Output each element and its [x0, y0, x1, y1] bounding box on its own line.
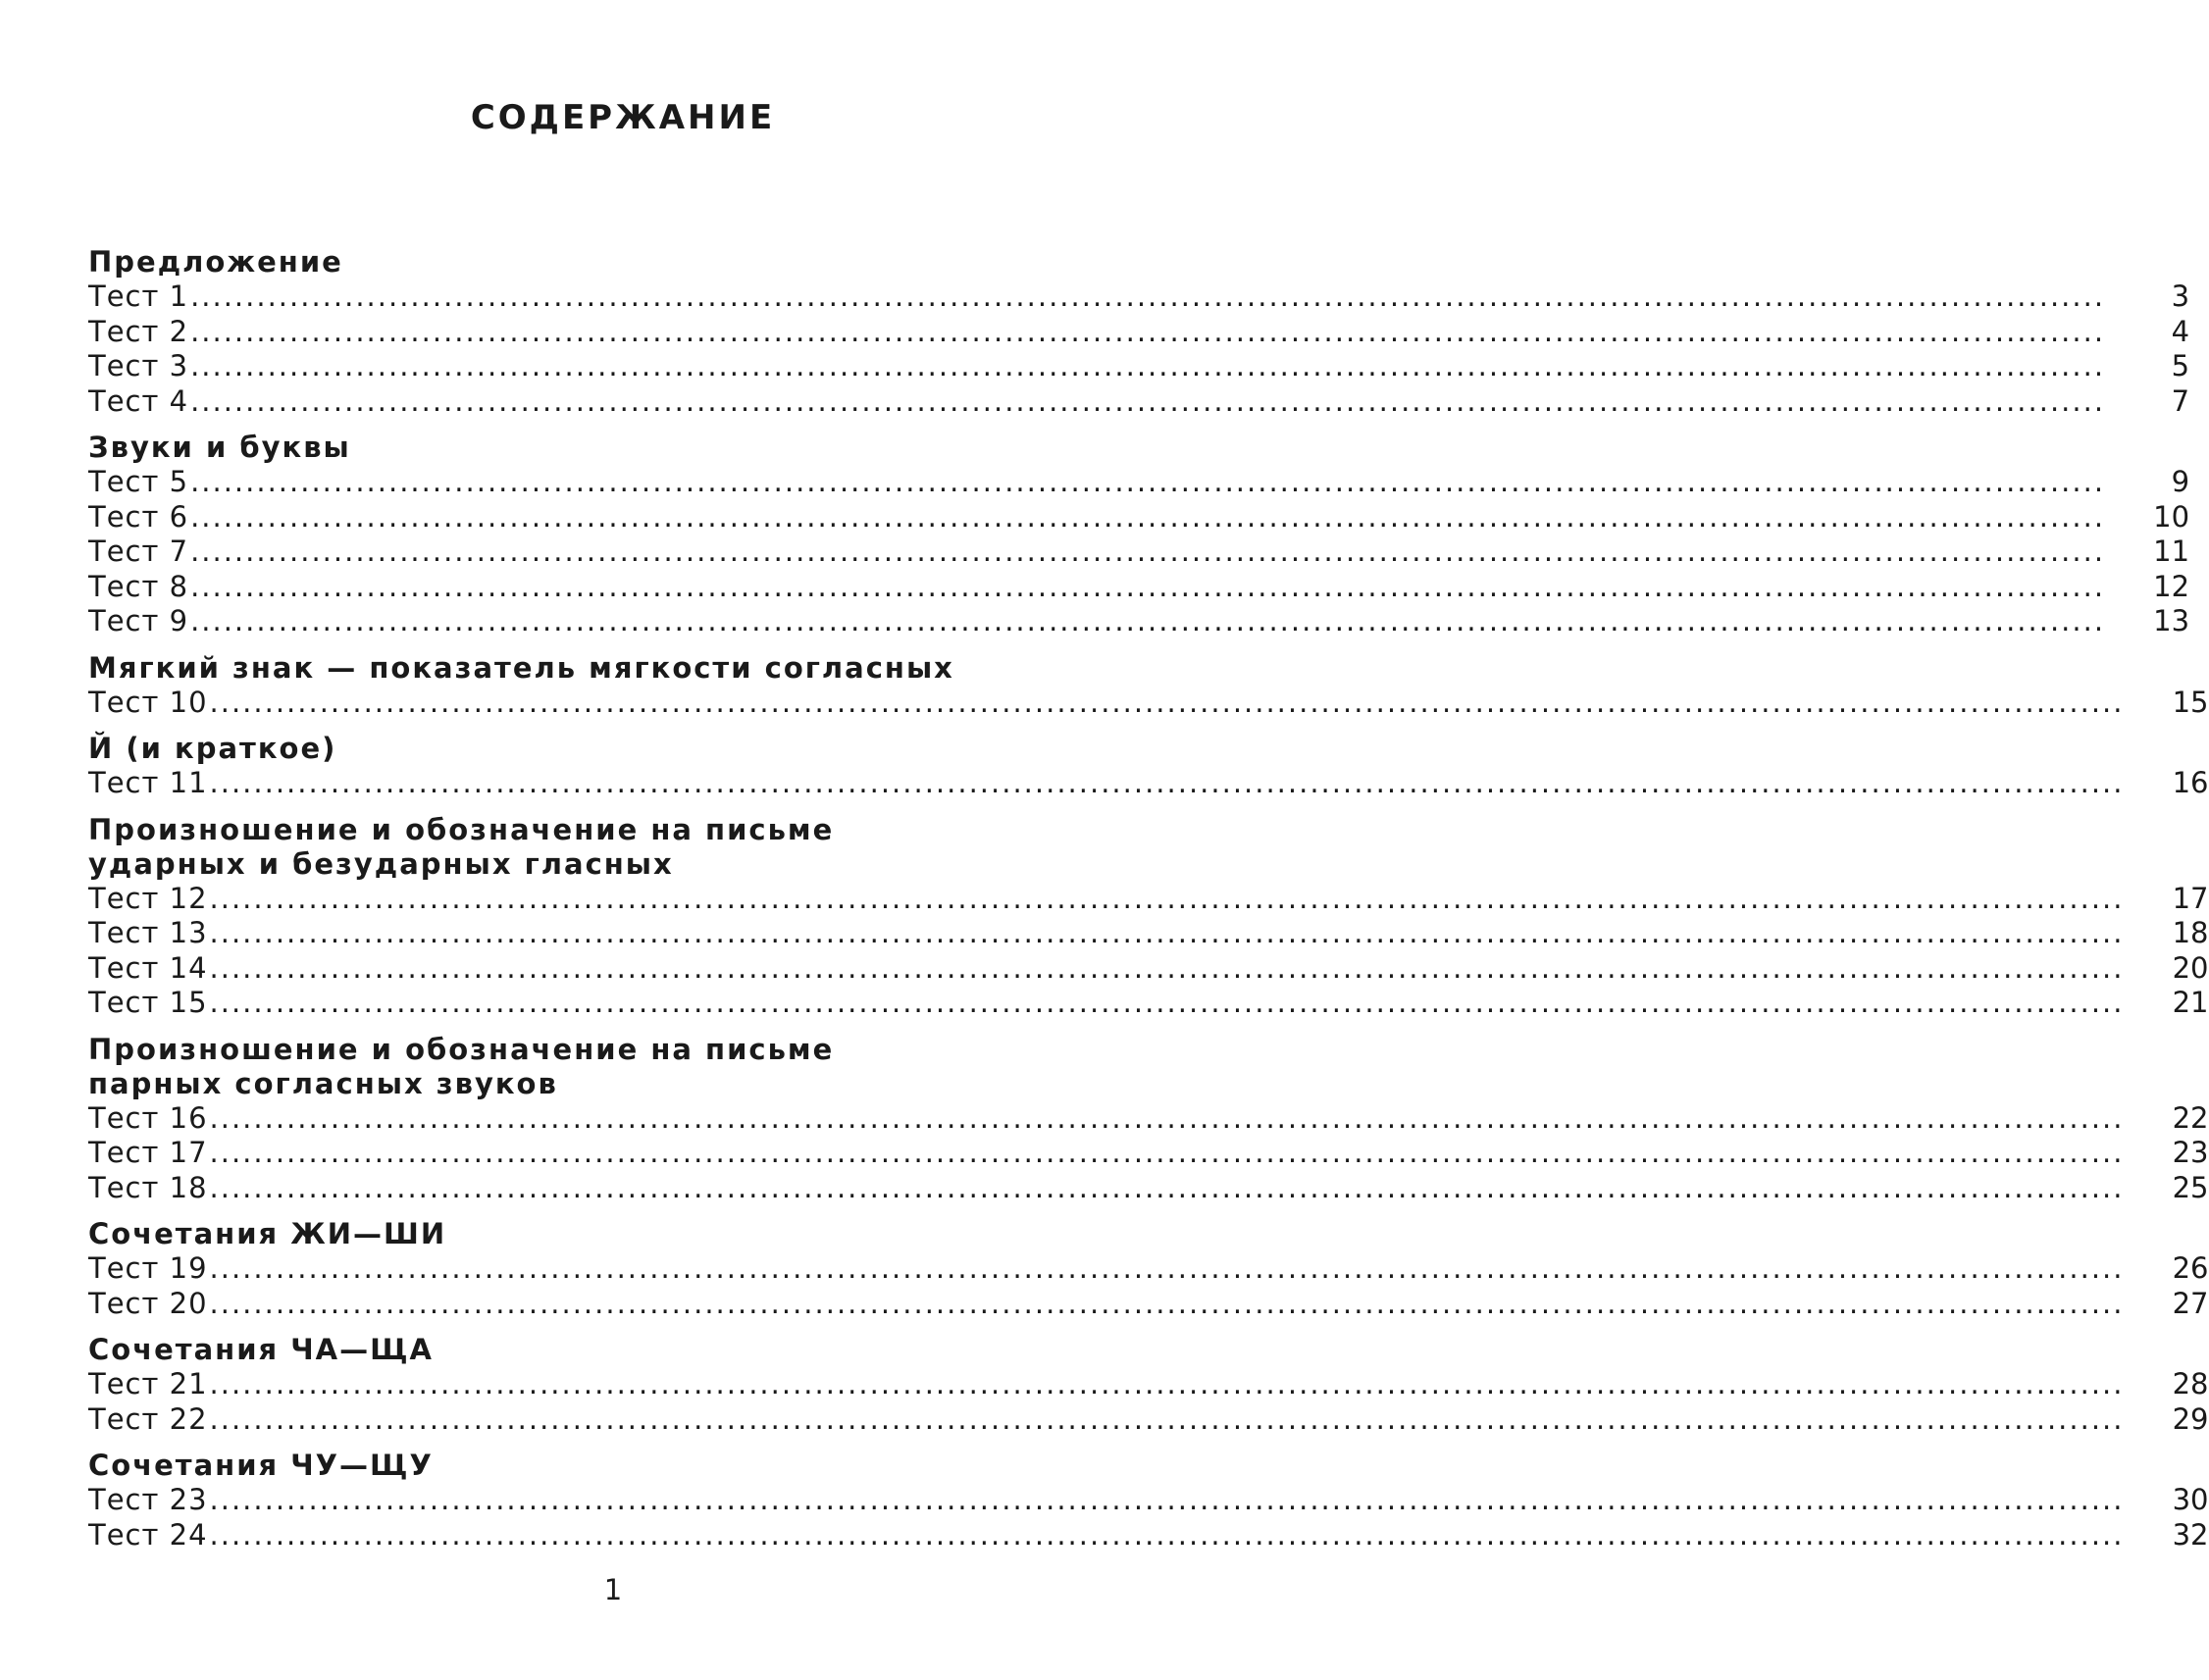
dot-leader: .............................................................................................................................................................................. — [190, 465, 2106, 498]
dot-leader: .............................................................................................................................................................................. — [209, 950, 2125, 985]
dot-leader: .............................................................................................................................................................................. — [190, 604, 2106, 637]
entry-label: Тест 22 — [88, 1401, 208, 1436]
section-title: Сочетания ЖИ—ШИ — [88, 1217, 447, 1250]
section-title: Произношение и обозначение на письме парных согласных звуков — [88, 1032, 835, 1100]
toc-entry — [88, 499, 2190, 535]
section-title: Сочетания ЧУ—ЩУ — [88, 1449, 434, 1482]
entry-page-number: 28 — [2172, 1367, 2209, 1400]
dot-leader: .............................................................................................................................................................................. — [209, 1251, 2125, 1285]
entry-page-number: 23 — [2172, 1136, 2209, 1169]
entry-page-number: 11 — [2153, 535, 2190, 568]
toc-entry — [88, 1483, 2209, 1518]
dot-leader: .............................................................................................................................................................................. — [209, 1286, 2125, 1320]
dot-leader: .............................................................................................................................................................................. — [209, 766, 2125, 799]
entry-page-number: 22 — [2172, 1100, 2209, 1135]
section-title: Сочетания ЧА—ЩА — [88, 1333, 435, 1366]
dot-leader: .............................................................................................................................................................................. — [190, 314, 2106, 348]
toc-entry — [88, 604, 2190, 639]
entry-label: Тест 24 — [88, 1517, 208, 1552]
entry-page-number: 29 — [2172, 1401, 2209, 1436]
dot-leader: .............................................................................................................................................................................. — [209, 1401, 2125, 1436]
entry-label: Тест 21 — [88, 1367, 208, 1400]
toc-entry — [88, 986, 2209, 1021]
dot-leader: .............................................................................................................................................................................. — [190, 280, 2106, 313]
section-title: Звуки и буквы — [88, 431, 351, 464]
section-title: Предложение — [88, 245, 343, 279]
entry-page-number: 21 — [2172, 986, 2209, 1019]
toc-entry — [88, 1136, 2209, 1171]
toc-entry — [88, 349, 2190, 384]
entry-page-number: 30 — [2172, 1483, 2209, 1516]
entry-label: Тест 18 — [88, 1170, 208, 1204]
entry-page-number: 4 — [2171, 314, 2190, 348]
page-title: СОДЕРЖАНИЕ — [470, 98, 776, 137]
entry-label: Тест 11 — [88, 766, 208, 799]
toc-entry — [88, 1401, 2209, 1438]
entry-page-number: 9 — [2171, 465, 2190, 498]
entry-page-number: 7 — [2171, 383, 2190, 418]
entry-page-number: 27 — [2172, 1286, 2209, 1320]
entry-label: Тест 20 — [88, 1286, 208, 1320]
toc-section — [88, 812, 2209, 1021]
section-title: Произношение и обозначение на письме ударных и безударных гласных — [88, 812, 835, 881]
entry-label: Тест 19 — [88, 1251, 208, 1285]
toc-entry — [88, 950, 2209, 987]
toc-section — [88, 732, 2209, 801]
toc-entry — [88, 465, 2190, 500]
toc-section — [88, 245, 2190, 419]
dot-leader: .............................................................................................................................................................................. — [190, 349, 2106, 382]
entry-label: Тест 9 — [88, 604, 189, 637]
entry-page-number: 17 — [2172, 881, 2209, 915]
entry-label: Тест 14 — [88, 950, 208, 985]
section-title: Й (и краткое) — [88, 732, 337, 765]
entry-label: Тест 3 — [88, 349, 189, 382]
toc-section — [88, 1333, 2209, 1437]
entry-label: Тест 10 — [88, 685, 208, 719]
toc-entry — [88, 1100, 2209, 1137]
toc-section — [88, 1217, 2209, 1321]
toc-entry — [88, 314, 2190, 350]
toc-entry — [88, 766, 2209, 801]
dot-leader: .............................................................................................................................................................................. — [209, 916, 2125, 949]
entry-page-number: 20 — [2172, 950, 2209, 985]
dot-leader: .............................................................................................................................................................................. — [209, 685, 2125, 719]
toc-entry — [88, 1170, 2209, 1206]
toc-entry — [88, 916, 2209, 951]
entry-label: Тест 6 — [88, 499, 189, 534]
table-of-contents — [88, 245, 2209, 1564]
toc-entry — [88, 280, 2190, 315]
toc-section — [88, 1032, 2209, 1206]
entry-label: Тест 13 — [88, 916, 208, 949]
entry-label: Тест 16 — [88, 1100, 208, 1135]
dot-leader: .............................................................................................................................................................................. — [209, 1517, 2125, 1552]
entry-label: Тест 7 — [88, 535, 189, 568]
toc-entry — [88, 1251, 2209, 1287]
toc-section — [88, 431, 2190, 639]
entry-page-number: 18 — [2172, 916, 2209, 949]
toc-section — [88, 1449, 2209, 1553]
dot-leader: .............................................................................................................................................................................. — [209, 1483, 2125, 1516]
toc-entry — [88, 881, 2209, 917]
toc-entry — [88, 1517, 2209, 1553]
page-number: 1 — [603, 1573, 623, 1606]
entry-page-number: 12 — [2153, 569, 2190, 603]
entry-label: Тест 8 — [88, 569, 189, 603]
entry-page-number: 16 — [2172, 766, 2209, 799]
section-title: Мягкий знак — показатель мягкости согласных — [88, 650, 954, 685]
toc-entry — [88, 569, 2190, 605]
entry-page-number: 15 — [2172, 685, 2209, 719]
entry-label: Тест 1 — [88, 280, 189, 313]
entry-page-number: 10 — [2153, 499, 2190, 534]
entry-page-number: 5 — [2171, 349, 2190, 382]
dot-leader: .............................................................................................................................................................................. — [190, 569, 2106, 603]
entry-page-number: 3 — [2171, 280, 2190, 313]
dot-leader: .............................................................................................................................................................................. — [190, 499, 2106, 534]
entry-page-number: 25 — [2172, 1170, 2209, 1204]
toc-entry — [88, 383, 2190, 420]
dot-leader: .............................................................................................................................................................................. — [209, 881, 2125, 915]
entry-page-number: 26 — [2172, 1251, 2209, 1285]
toc-section — [88, 650, 2209, 721]
entry-label: Тест 17 — [88, 1136, 208, 1169]
entry-label: Тест 12 — [88, 881, 208, 915]
entry-label: Тест 15 — [88, 986, 208, 1019]
entry-page-number: 32 — [2172, 1517, 2209, 1552]
dot-leader: .............................................................................................................................................................................. — [209, 986, 2125, 1019]
toc-entry — [88, 1367, 2209, 1402]
toc-entry — [88, 685, 2209, 721]
dot-leader: .............................................................................................................................................................................. — [209, 1136, 2125, 1169]
dot-leader: .............................................................................................................................................................................. — [209, 1100, 2125, 1135]
entry-label: Тест 23 — [88, 1483, 208, 1516]
toc-entry — [88, 1286, 2209, 1322]
entry-label: Тест 5 — [88, 465, 189, 498]
entry-label: Тест 2 — [88, 314, 189, 348]
dot-leader: .............................................................................................................................................................................. — [190, 535, 2106, 568]
dot-leader: .............................................................................................................................................................................. — [209, 1367, 2125, 1400]
entry-page-number: 13 — [2153, 604, 2190, 637]
dot-leader: .............................................................................................................................................................................. — [209, 1170, 2125, 1204]
entry-label: Тест 4 — [88, 383, 189, 418]
dot-leader: .............................................................................................................................................................................. — [190, 383, 2106, 418]
toc-entry — [88, 535, 2190, 570]
